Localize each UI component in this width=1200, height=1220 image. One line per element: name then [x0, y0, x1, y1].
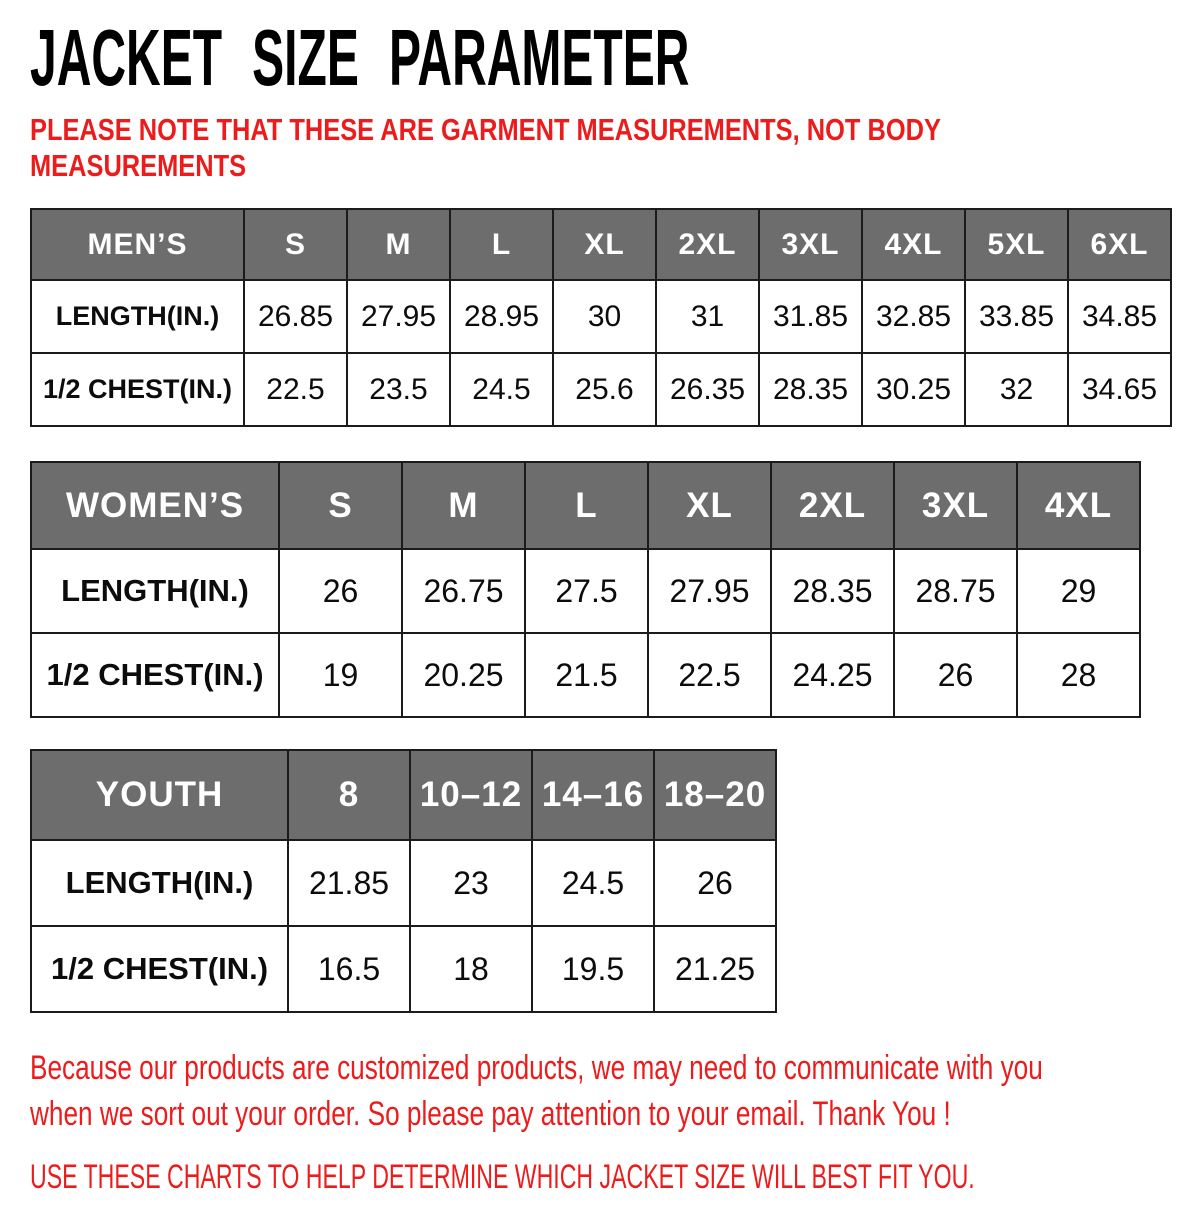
- customization-note: [30, 1045, 1043, 1137]
- mens-measurement-row: [31, 280, 1171, 353]
- womens-value-cell: 22.5: [648, 633, 771, 717]
- mens-value-cell: 22.5: [244, 353, 347, 426]
- mens-value-cell: 23.5: [347, 353, 450, 426]
- mens-row-label-cell: LENGTH(IN.): [31, 280, 244, 353]
- womens-value-cell: 21.5: [525, 633, 648, 717]
- youth-value-cell: 21.25: [654, 926, 776, 1012]
- mens-size-header-cell: 4XL: [862, 209, 965, 280]
- mens-size-header-cell: 5XL: [965, 209, 1068, 280]
- womens-value-cell: 29: [1017, 549, 1140, 633]
- womens-value-cell: 19: [279, 633, 402, 717]
- mens-size-table: [30, 208, 1200, 427]
- mens-value-cell: 34.65: [1068, 353, 1171, 426]
- page-header: [0, 13, 1200, 184]
- mens-value-cell: 28.35: [759, 353, 862, 426]
- mens-group-label-cell: MEN’S: [31, 209, 244, 280]
- womens-size-header-cell: 3XL: [894, 462, 1017, 549]
- youth-size-header-cell: 18–20: [654, 750, 776, 840]
- mens-value-cell: 30.25: [862, 353, 965, 426]
- womens-size-header-cell: S: [279, 462, 402, 549]
- mens-value-cell: 32.85: [862, 280, 965, 353]
- womens-size-table: [30, 461, 1200, 718]
- womens-row-label-cell: 1/2 CHEST(IN.): [31, 633, 279, 717]
- womens-size-header-cell: M: [402, 462, 525, 549]
- customization-note-line1: Because our products are customized products, we may need to communicate with you: [30, 1049, 1043, 1087]
- womens-size-header-cell: 4XL: [1017, 462, 1140, 549]
- mens-value-cell: 27.95: [347, 280, 450, 353]
- garment-measurement-note-line2: MEASUREMENTS: [30, 148, 247, 183]
- youth-value-cell: 21.85: [288, 840, 410, 926]
- youth-row-label-cell: 1/2 CHEST(IN.): [31, 926, 288, 1012]
- mens-value-cell: 32: [965, 353, 1068, 426]
- mens-size-header-cell: 6XL: [1068, 209, 1171, 280]
- page-title: JACKET SIZE PARAMETER: [30, 13, 690, 102]
- page-footer: [0, 1045, 1200, 1197]
- womens-value-cell: 26: [894, 633, 1017, 717]
- mens-value-cell: 24.5: [450, 353, 553, 426]
- womens-group-label-cell: WOMEN’S: [31, 462, 279, 549]
- mens-value-cell: 28.95: [450, 280, 553, 353]
- youth-size-header-cell: 8: [288, 750, 410, 840]
- womens-value-cell: 20.25: [402, 633, 525, 717]
- youth-size-header-cell: 10–12: [410, 750, 532, 840]
- youth-value-cell: 19.5: [532, 926, 654, 1012]
- mens-value-cell: 34.85: [1068, 280, 1171, 353]
- womens-value-cell: 26.75: [402, 549, 525, 633]
- youth-group-label-cell: YOUTH: [31, 750, 288, 840]
- mens-value-cell: 33.85: [965, 280, 1068, 353]
- youth-value-cell: 18: [410, 926, 532, 1012]
- womens-table: [30, 461, 1141, 718]
- mens-value-cell: 31.85: [759, 280, 862, 353]
- womens-value-cell: 27.5: [525, 549, 648, 633]
- youth-row-label-cell: LENGTH(IN.): [31, 840, 288, 926]
- womens-value-cell: 28.75: [894, 549, 1017, 633]
- womens-size-header-cell: XL: [648, 462, 771, 549]
- mens-value-cell: 30: [553, 280, 656, 353]
- youth-size-table: [30, 749, 1200, 1013]
- womens-size-header-cell: L: [525, 462, 648, 549]
- mens-size-header-cell: XL: [553, 209, 656, 280]
- mens-row-label-cell: 1/2 CHEST(IN.): [31, 353, 244, 426]
- womens-measurement-row: [31, 549, 1140, 633]
- youth-value-cell: 24.5: [532, 840, 654, 926]
- size-charts: [0, 208, 1200, 1013]
- mens-table: [30, 208, 1172, 427]
- usage-note: USE THESE CHARTS TO HELP DETERMINE WHICH JACKET SIZE WILL BEST FIT YOU.: [30, 1158, 975, 1196]
- womens-value-cell: 24.25: [771, 633, 894, 717]
- youth-measurement-row: [31, 926, 776, 1012]
- youth-value-cell: 16.5: [288, 926, 410, 1012]
- womens-measurement-row: [31, 633, 1140, 717]
- womens-size-header-cell: 2XL: [771, 462, 894, 549]
- mens-value-cell: 26.35: [656, 353, 759, 426]
- womens-value-cell: 27.95: [648, 549, 771, 633]
- mens-value-cell: 26.85: [244, 280, 347, 353]
- youth-value-cell: 23: [410, 840, 532, 926]
- mens-measurement-row: [31, 353, 1171, 426]
- mens-size-header-cell: 3XL: [759, 209, 862, 280]
- youth-measurement-row: [31, 840, 776, 926]
- youth-table: [30, 749, 777, 1013]
- mens-size-header-cell: L: [450, 209, 553, 280]
- youth-value-cell: 26: [654, 840, 776, 926]
- womens-row-label-cell: LENGTH(IN.): [31, 549, 279, 633]
- womens-value-cell: 26: [279, 549, 402, 633]
- customization-note-line2: when we sort out your order. So please pay attention to your email. Thank You !: [30, 1095, 951, 1133]
- womens-value-cell: 28.35: [771, 549, 894, 633]
- mens-size-header-cell: S: [244, 209, 347, 280]
- mens-size-header-cell: M: [347, 209, 450, 280]
- mens-size-header-cell: 2XL: [656, 209, 759, 280]
- youth-size-header-cell: 14–16: [532, 750, 654, 840]
- mens-value-cell: 25.6: [553, 353, 656, 426]
- garment-measurement-note-line1: PLEASE NOTE THAT THESE ARE GARMENT MEASUREMENTS, NOT BODY: [30, 112, 941, 147]
- mens-value-cell: 31: [656, 280, 759, 353]
- garment-measurement-note: [30, 112, 989, 184]
- womens-value-cell: 28: [1017, 633, 1140, 717]
